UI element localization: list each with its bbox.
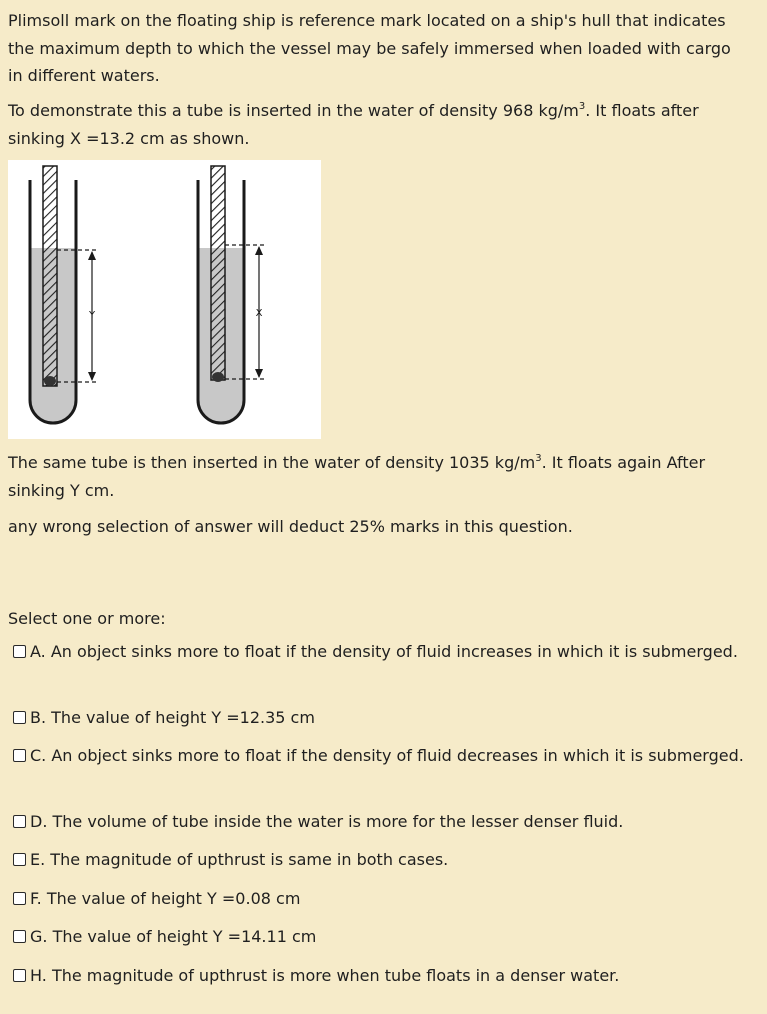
option-letter: H.	[30, 966, 47, 985]
demo-text-suffix: . It floats after sinking X =13.2 cm as shown.	[8, 101, 699, 148]
option-letter: B.	[30, 708, 47, 727]
option-letter: E.	[30, 850, 46, 869]
same-tube-text	[8, 449, 748, 504]
option-g[interactable]	[13, 923, 753, 951]
checkbox[interactable]	[13, 930, 26, 943]
label-y: Y	[88, 310, 96, 321]
option-text: An object sinks more to float if the density of fluid increases in which it is submerged.	[50, 642, 738, 661]
exponent: 3	[535, 453, 542, 464]
beaker-x	[198, 166, 266, 423]
checkbox[interactable]	[13, 815, 26, 828]
checkbox[interactable]	[13, 853, 26, 866]
option-letter: D.	[30, 812, 48, 831]
option-text: An object sinks more to float if the density of fluid decreases in which it is submerged.	[51, 746, 744, 765]
checkbox[interactable]	[13, 892, 26, 905]
option-a[interactable]	[13, 638, 753, 666]
option-letter: A.	[30, 642, 46, 661]
intro-text: Plimsoll mark on the floating ship is reference mark located on a ship's hull that indicates the maximum depth to which the vessel may be safely immersed when loaded with cargo in different waters.	[8, 11, 731, 85]
option-h[interactable]	[13, 962, 753, 990]
checkbox[interactable]	[13, 969, 26, 982]
option-text: The value of height Y =14.11 cm	[52, 927, 317, 946]
option-text: The magnitude of upthrust is same in both cases.	[50, 850, 449, 869]
tube-diagram	[8, 160, 321, 439]
option-letter: C.	[30, 746, 47, 765]
select-prompt: Select one or more:	[8, 609, 166, 628]
same-tube-text-suffix: . It floats again After sinking Y cm.	[8, 453, 706, 500]
option-e[interactable]	[13, 846, 753, 874]
option-text: The volume of tube inside the water is more for the lesser denser fluid.	[52, 812, 624, 831]
option-text: The magnitude of upthrust is more when tube floats in a denser water.	[51, 966, 620, 985]
option-f[interactable]	[13, 885, 753, 913]
checkbox[interactable]	[13, 645, 26, 658]
option-d[interactable]	[13, 808, 753, 836]
same-tube-text-prefix: The same tube is then inserted in the water of density 1035 kg/m	[8, 453, 536, 472]
demo-text-prefix: To demonstrate this a tube is inserted in the water of density 968 kg/m	[8, 101, 579, 120]
option-letter: F.	[30, 889, 42, 908]
option-text: The value of height Y =0.08 cm	[46, 889, 301, 908]
checkbox[interactable]	[13, 711, 26, 724]
beaker-y	[30, 166, 98, 423]
option-letter: G.	[30, 927, 48, 946]
warning-text: any wrong selection of answer will deduct 25% marks in this question.	[8, 517, 573, 536]
label-x: X	[255, 308, 263, 319]
option-text: The value of height Y =12.35 cm	[51, 708, 315, 727]
checkbox[interactable]	[13, 749, 26, 762]
demo-text	[8, 97, 748, 152]
option-c[interactable]	[13, 742, 753, 770]
exponent: 3	[578, 101, 586, 112]
option-b[interactable]	[13, 704, 753, 732]
